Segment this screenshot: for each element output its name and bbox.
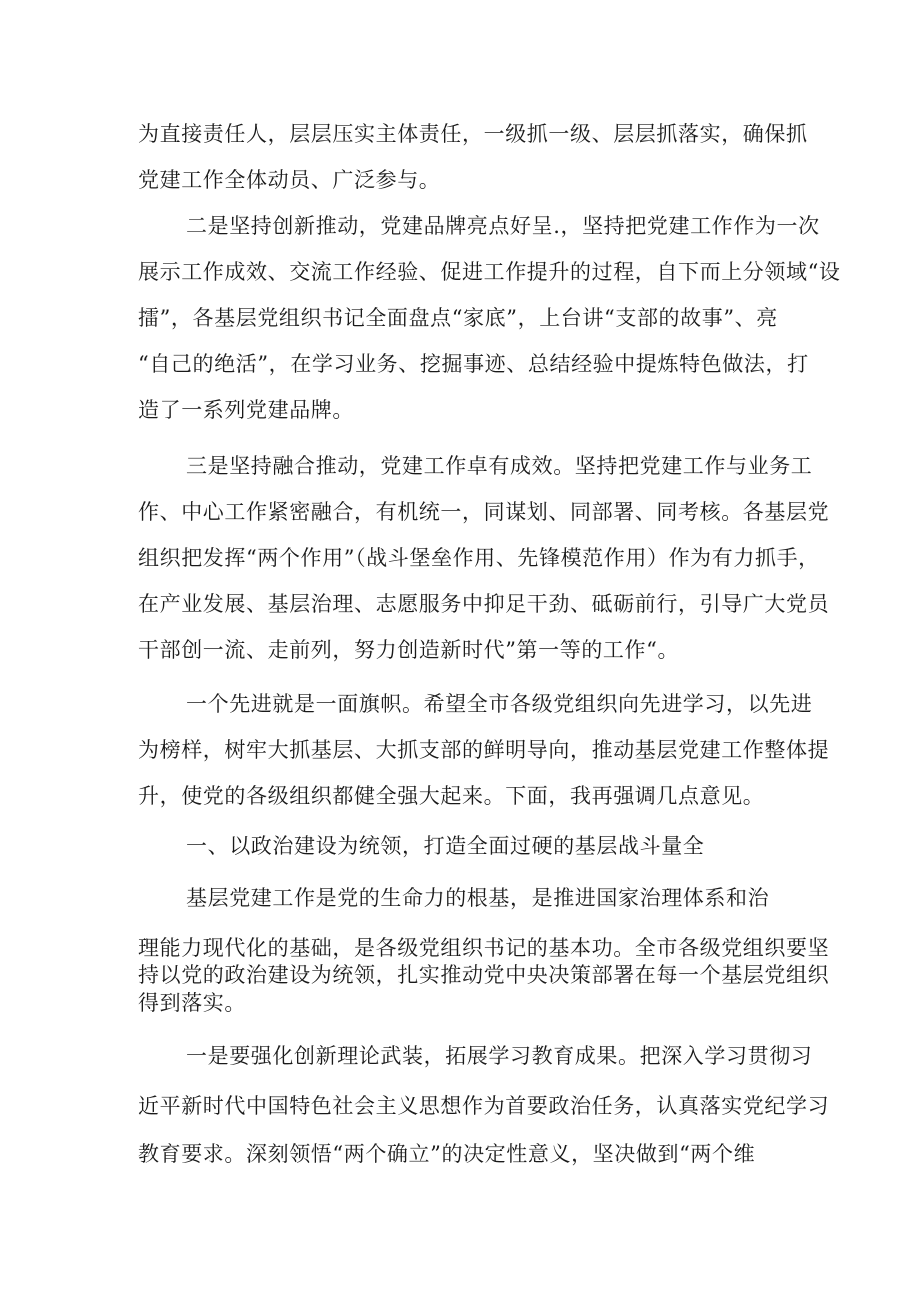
paragraph-first-line: 一是要强化创新理论武装，拓展学习教育成果。把深入学习贯彻习 (186, 1044, 813, 1068)
text-line: 造了一系列党建品牌。 (138, 398, 354, 422)
paragraph-first-line: 二是坚持创新推动，党建品牌亮点好呈.，坚持把党建工作作为一次 (186, 214, 820, 238)
text-line: 为榜样，树牢大抓基层、大抓支部的鲜明导向，推动基层党建工作整体提 (138, 738, 830, 762)
text-line: “自己的绝活”，在学习业务、挖掘事迹、总结经验中提炼特色做法，打 (138, 352, 809, 376)
text-line: 升，使党的各级组织都健全强大起来。下面，我再强调几点意见。 (138, 784, 765, 808)
section-heading: 一、以政治建设为统领，打造全面过硬的基层战斗量全 (186, 834, 705, 858)
text-line: 在产业发展、基层治理、志愿服务中抑足干劲、砥砺前行，引导广大党员 (138, 592, 830, 616)
text-line: 理能力现代化的基础，是各级党组织书记的基本功。全市各级党组织要坚 (138, 936, 830, 960)
text-line: 为直接责任人，层层压实主体责任，一级抓一级、层层抓落实，确保抓 (138, 122, 808, 146)
text-line: 组织把发挥“两个作用”（战斗堡垒作用、先锋模范作用）作为有力抓手， (138, 546, 820, 570)
text-line: 党建工作全体动员、广泛参与。 (138, 168, 441, 192)
paragraph-first-line: 基层党建工作是党的生命力的根基，是推进国家治理体系和治 (186, 886, 770, 910)
text-line: 近平新时代中国特色社会主义思想作为首要政治任务，认真落实党纪学习 (138, 1094, 830, 1118)
text-line: 擂”，各基层党组织书记全面盘点“家底”，上台讲“支部的故事”、亮 (138, 306, 778, 330)
text-line: 展示工作成效、交流工作经验、促进工作提升的过程，自下而上分领域“设 (138, 260, 841, 284)
text-line: 得到落实。 (138, 991, 246, 1015)
text-line: 干部创一流、走前列，努力创造新时代”第一等的工作“。 (138, 638, 680, 662)
paragraph-first-line: 一个先进就是一面旗帜。希望全市各级党组织向先进学习，以先进 (186, 692, 813, 716)
paragraph-first-line: 三是坚持融合推动，党建工作卓有成效。坚持把党建工作与业务工 (186, 454, 813, 478)
text-line: 作、中心工作紧密融合，有机统一，同谋划、同部署、同考核。各基层党 (138, 500, 830, 524)
text-line: 持以党的政治建设为统领，扎实推动党中央决策部署在每一个基层党组织 (138, 963, 830, 987)
text-line: 教育要求。深刻领悟“两个确立”的决定性意义，坚决做到“两个维 (138, 1142, 756, 1166)
